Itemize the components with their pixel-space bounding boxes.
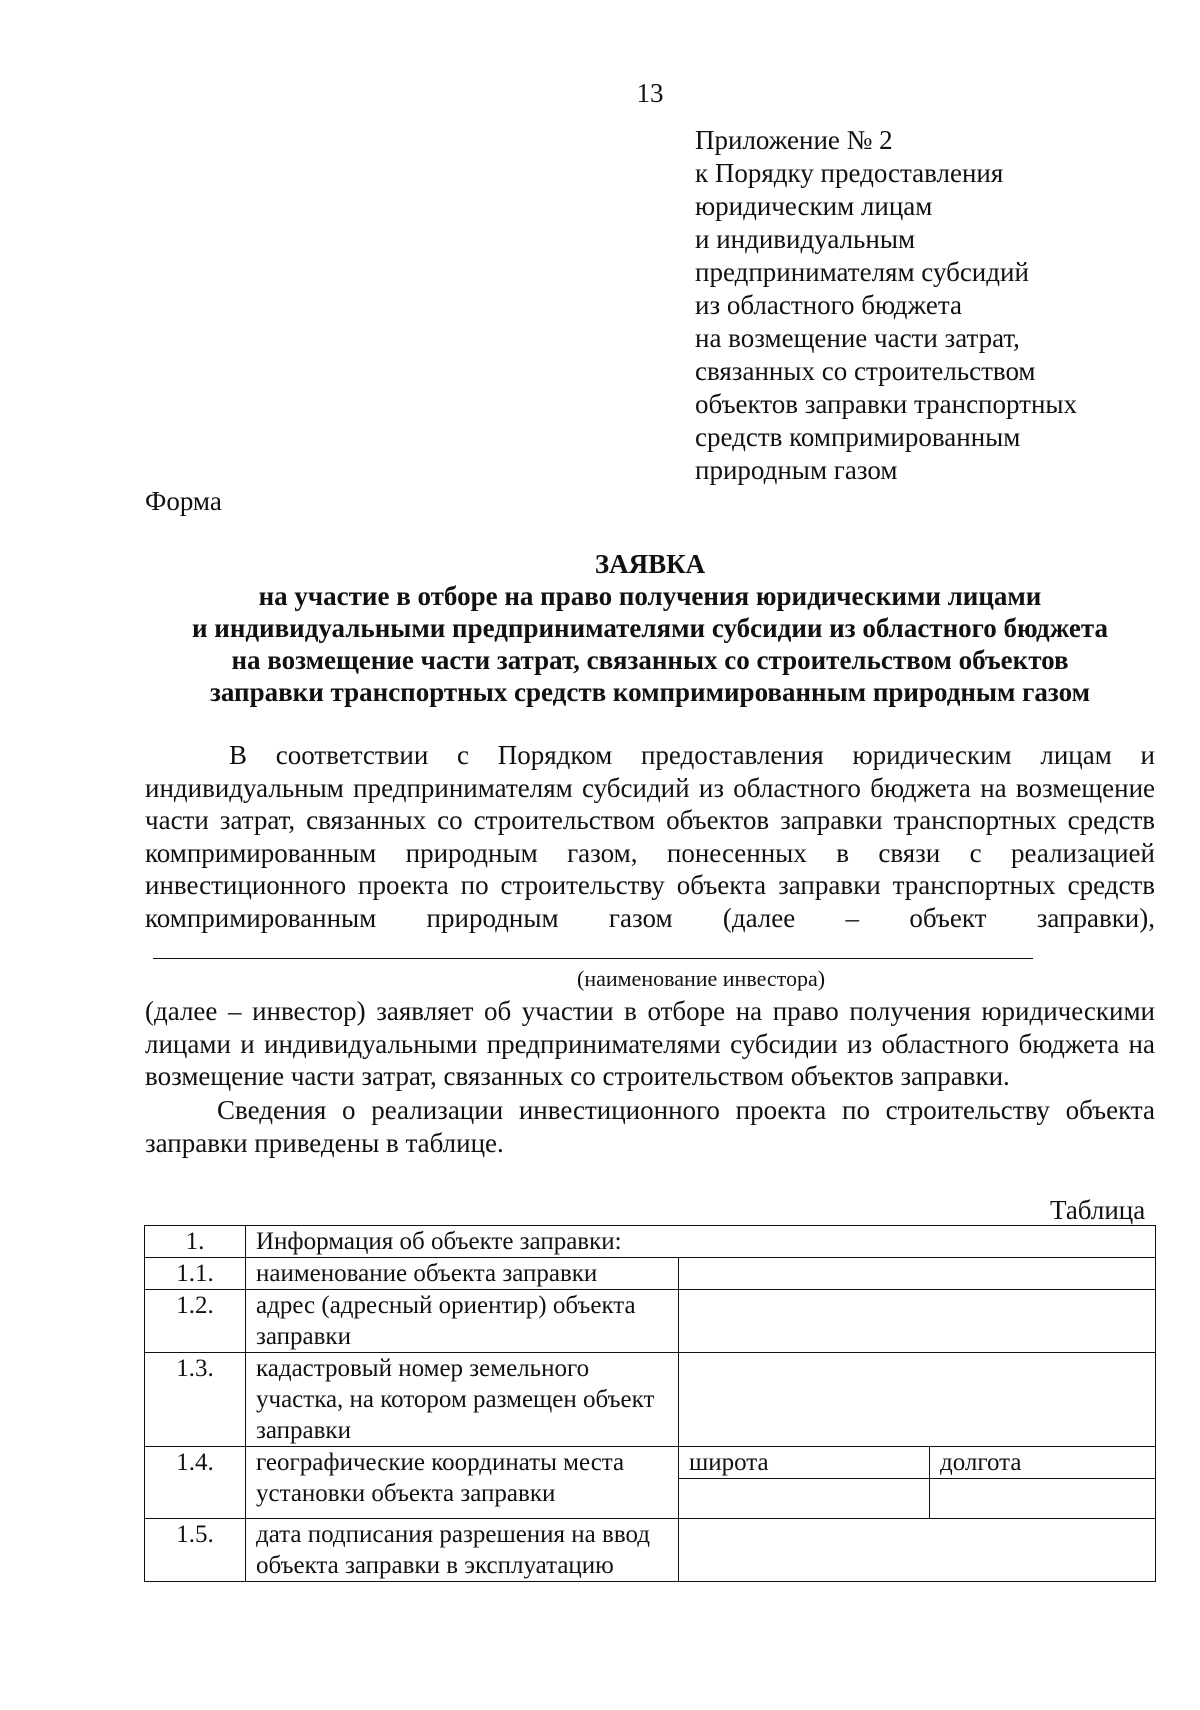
value-cell[interactable] [679,1353,1156,1447]
row-label: адрес (адресный ориентир) объекта заправки [246,1290,679,1353]
title-line: и индивидуальными предпринимателями субсидии из областного бюджета [191,613,1109,643]
section-label: Информация об объекте заправки: [246,1226,1156,1258]
appendix-line: и индивидуальным [695,224,916,254]
title-line: заправки транспортных средств компримированным природным газом [210,677,1090,707]
appendix-line: средств компримированным [695,422,1021,452]
table-row [145,1353,1156,1447]
info-table [144,1225,1156,1582]
appendix-line: объектов заправки транспортных [695,389,1078,419]
row-label: кадастровый номер земельного участка, на котором размещен объект заправки [246,1353,679,1447]
document-title [145,548,1155,708]
investor-caption: (наименование инвестора) [577,966,826,991]
table-label: Таблица [1050,1195,1146,1225]
form-label: Форма [145,486,222,516]
appendix-line: юридическим лицам [695,191,933,221]
appendix-line: Приложение № 2 [695,125,893,155]
table-row [145,1258,1156,1290]
declaration-paragraph: (далее – инвестор) заявляет об участии в отборе на право получения юридическими лицами и индивидуальными предпринимателями субсидии из областного бюджета на возмещение части затрат, связанных со строительством объектов заправки. [145,996,1155,1091]
intro-text: В соответствии с Порядком предоставления юридическим лицам и индивидуальным предпринимателям субсидий из областного бюджета на возмещение части затрат, связанных со строительством объектов заправки транспортных средств компримированным природным газом, понесенных в связи с реализацией инвестиционного проекта по строительству объекта заправки транспортных средств компримированным природным газом (далее – объект заправки), [145,740,1155,933]
title-line: на участие в отборе на право получения юридическими лицами [258,581,1042,611]
investor-name-field[interactable] [153,938,1033,959]
page-number: 13 [636,78,664,108]
appendix-line: на возмещение части затрат, [695,323,1020,353]
title-heading: ЗАЯВКА [594,549,706,579]
longitude-value-cell[interactable] [930,1479,1156,1519]
row-label: наименование объекта заправки [246,1258,679,1290]
appendix-header [695,124,1155,487]
value-cell[interactable] [679,1290,1156,1353]
title-line: на возмещение части затрат, связанных со строительством объектов [231,645,1069,675]
row-number: 1.2. [145,1290,246,1353]
latitude-header: широта [679,1447,930,1479]
latitude-value-cell[interactable] [679,1479,930,1519]
row-label: географические координаты места установки объекта заправки [246,1447,679,1519]
appendix-line: к Порядку предоставления [695,158,1004,188]
row-label: дата подписания разрешения на ввод объекта заправки в эксплуатацию [246,1519,679,1582]
table-row [145,1290,1156,1353]
row-number: 1.3. [145,1353,246,1447]
row-number: 1.1. [145,1258,246,1290]
longitude-header: долгота [930,1447,1156,1479]
value-cell[interactable] [679,1519,1156,1582]
table-row [145,1519,1156,1582]
table-row [145,1226,1156,1258]
value-cell[interactable] [679,1258,1156,1290]
appendix-line: предпринимателям субсидий [695,257,1029,287]
table-row [145,1447,1156,1479]
row-number: 1.4. [145,1447,246,1519]
info-paragraph: Сведения о реализации инвестиционного проекта по строительству объекта заправки приведены в таблице. [145,1095,1155,1158]
appendix-line: связанных со строительством [695,356,1036,386]
row-number: 1. [145,1226,246,1258]
appendix-line: природным газом [695,455,898,485]
appendix-line: из областного бюджета [695,290,962,320]
row-number: 1.5. [145,1519,246,1582]
intro-paragraph [145,739,1155,967]
